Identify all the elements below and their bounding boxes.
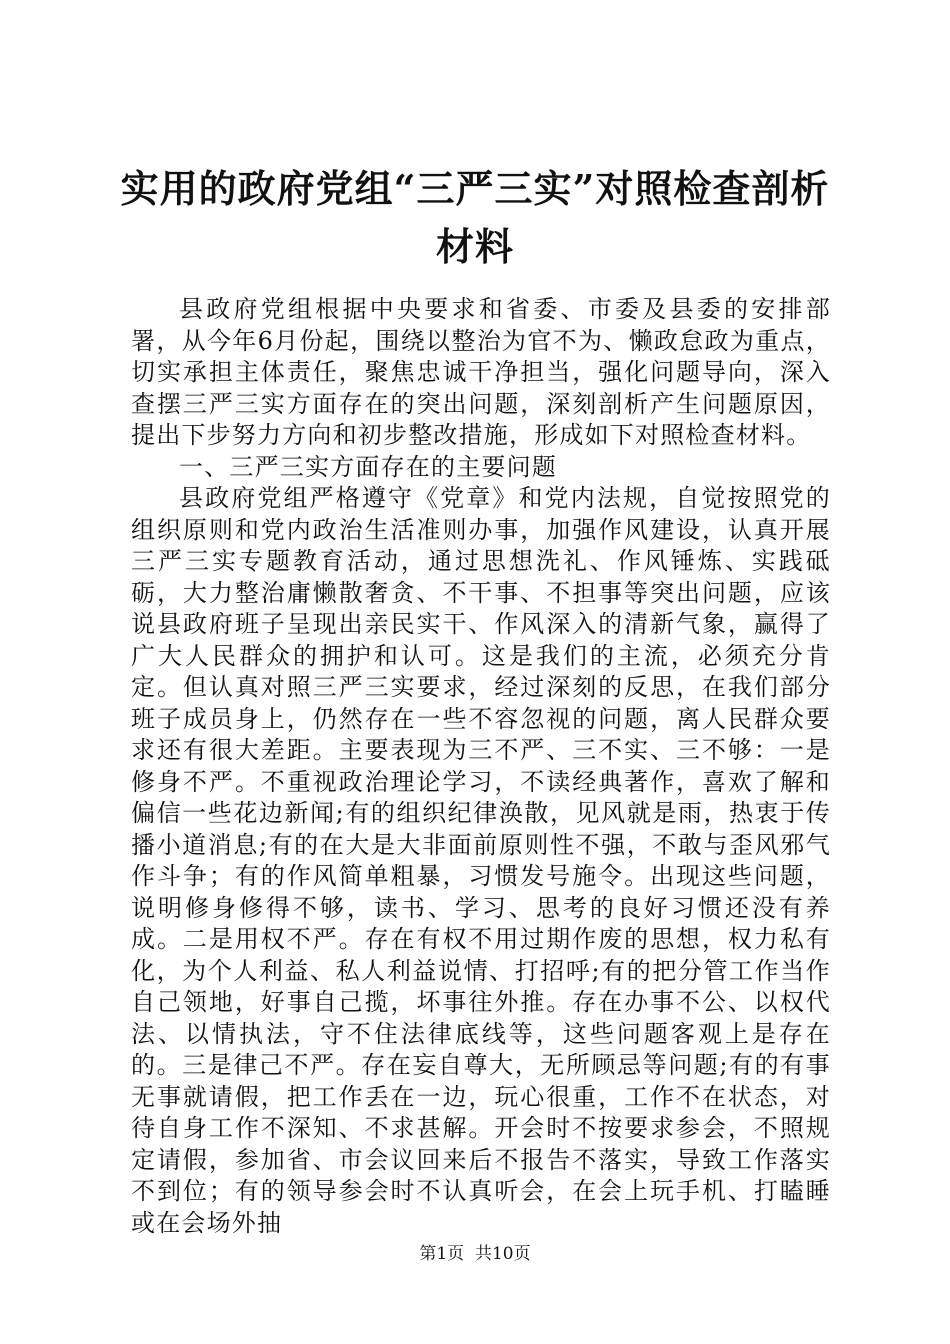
paragraph-intro: 县政府党组根据中央要求和省委、市委及县委的安排部署，从今年6月份起，围绕以整治为官不为、懒政怠政为重点，切实承担主体责任，聚焦忠诚干净担当，强化问题导向，深入查摆三严三实方面存在的突出问题，深刻剖析产生问题原因，提出下步努力方向和初步整改措施，形成如下对照检查材料。	[131, 295, 831, 449]
section-heading: 一、三严三实方面存在的主要问题	[179, 452, 557, 481]
paragraph-problems: 县政府党组严格遵守《党章》和党内法规，自觉按照党的组织原则和党内政治生活准则办事，加强作风建设，认真开展三严三实专题教育活动，通过思想洗礼、作风锤炼、实践砥砺，大力整治庸懒散奢贪、不干事、不担事等突出问题，应该说县政府班子呈现出亲民实干、作风深入的清新气象，赢得了广大人民群众的拥护和认可。这是我们的主流，必须充分肯定。但认真对照三严三实要求，经过深刻的反思，在我们部分班子成员身上，仍然存在一些不容忽视的问题，离人民群众要求还有很大差距。主要表现为三不严、三不实、三不够：一是修身不严。不重视政治理论学习，不读经典著作，喜欢了解和偏信一些花边新闻;有的组织纪律涣散，见风就是雨，热衷于传播小道消息;有的在大是大非面前原则性不强，不敢与歪风邪气作斗争；有的作风简单粗暴，习惯发号施令。出现这些问题，说明修身修得不够，读书、学习、思考的良好习惯还没有养成。二是用权不严。存在有权不用过期作废的思想，权力私有化，为个人利益、私人利益说情、打招呼;有的把分管工作当作自己领地，好事自己揽，坏事往外推。存在办事不公、以权代法、以情执法，守不住法律底线等，这些问题客观上是存在的。三是律己不严。存在妄自尊大，无所顾忌等问题;有的有事无事就请假，把工作丢在一边，玩心很重，工作不在状态，对待自身工作不深知、不求甚解。开会时不按要求参会，不照规定请假，参加省、市会议回来后不报告不落实，导致工作落实不到位；有的领导参会时不认真听会，在会上玩手机、打瞌睡或在会场外抽	[131, 484, 831, 1237]
page-number: 第1页 共10页	[419, 1244, 531, 1264]
document-title: 实用的政府党组“三严三实”对照检查剖析材料	[120, 166, 830, 269]
page-footer	[0, 1243, 950, 1265]
document-body	[131, 294, 831, 1239]
